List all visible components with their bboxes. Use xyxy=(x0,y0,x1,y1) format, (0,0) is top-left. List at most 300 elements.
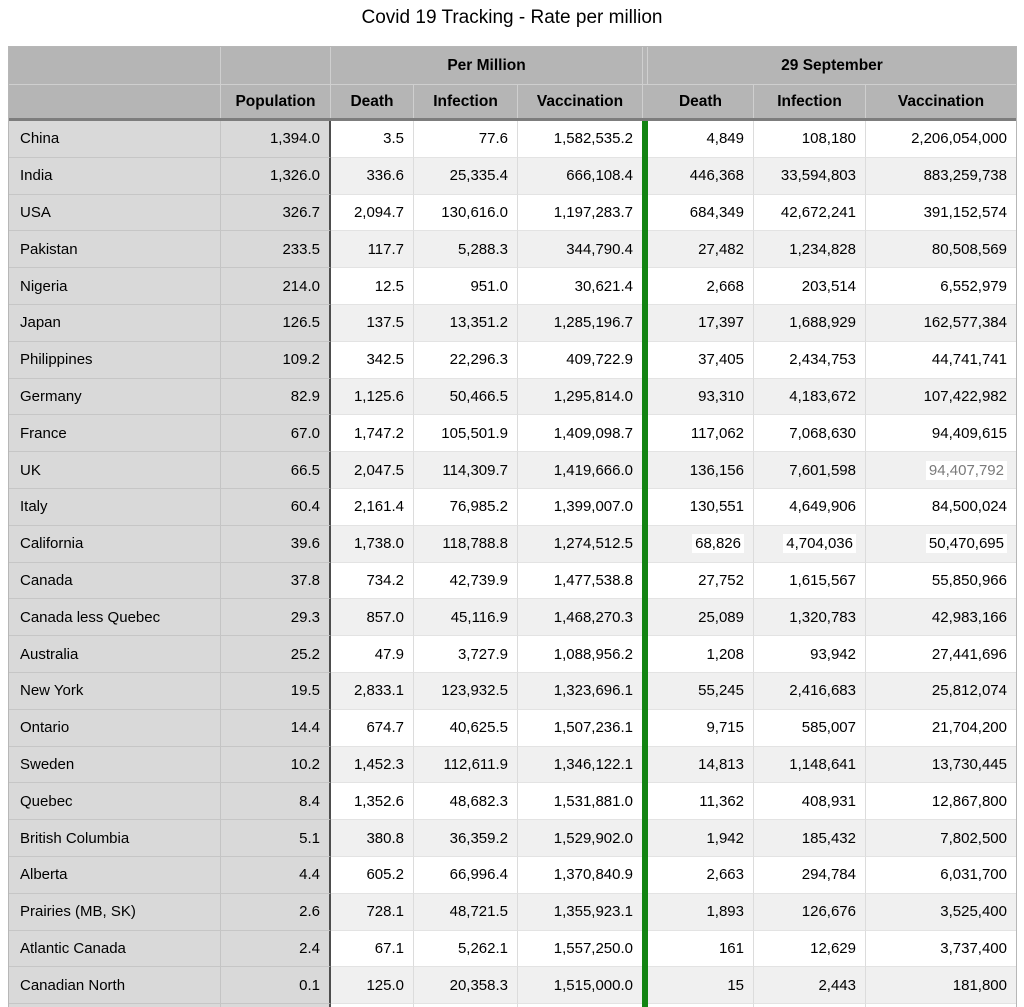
sep-vaccination-cell[interactable] xyxy=(866,415,1016,452)
sep-death-cell[interactable] xyxy=(648,489,754,526)
sep-vaccination-cell[interactable] xyxy=(866,526,1016,563)
pm-infection-cell[interactable] xyxy=(414,783,518,820)
sep-infection-cell[interactable] xyxy=(754,636,866,673)
header-sep-infection[interactable]: Infection xyxy=(754,85,866,118)
population-cell[interactable] xyxy=(221,231,331,268)
table-row xyxy=(9,931,1016,968)
cell-value: 4.4 xyxy=(299,866,320,884)
pm-infection-cell[interactable] xyxy=(414,599,518,636)
population-cell[interactable] xyxy=(221,268,331,305)
sep-death-cell[interactable] xyxy=(648,195,754,232)
sep-death-cell[interactable] xyxy=(648,710,754,747)
row-label-cell[interactable]: Philippines xyxy=(9,342,221,379)
cell-value: 1,477,538.8 xyxy=(553,571,633,589)
cell-value: 93,942 xyxy=(810,645,856,663)
pm-vaccination-cell[interactable] xyxy=(518,415,642,452)
sep-vaccination-cell[interactable] xyxy=(866,783,1016,820)
cell-value: 20,358.3 xyxy=(449,976,508,994)
population-cell[interactable] xyxy=(221,158,331,195)
pm-death-cell[interactable] xyxy=(331,931,414,968)
cell-value: 605.2 xyxy=(366,866,404,884)
table-row xyxy=(9,342,1016,379)
sep-vaccination-cell[interactable] xyxy=(866,636,1016,673)
pm-vaccination-cell[interactable] xyxy=(518,526,642,563)
pm-infection-cell[interactable] xyxy=(414,121,518,158)
pm-death-cell[interactable] xyxy=(331,489,414,526)
cell-value: 5,288.3 xyxy=(457,240,508,258)
cell-value: 162,577,384 xyxy=(923,314,1007,332)
pm-vaccination-cell[interactable] xyxy=(518,563,642,600)
population-cell[interactable] xyxy=(221,526,331,563)
header-row-label-column[interactable] xyxy=(9,85,221,118)
sep-vaccination-cell[interactable] xyxy=(866,231,1016,268)
sep-infection-cell[interactable] xyxy=(754,342,866,379)
population-cell[interactable] xyxy=(221,783,331,820)
header-pm-death[interactable]: Death xyxy=(331,85,414,118)
cell-value: 4,183,672 xyxy=(789,387,856,405)
cell-value: 9,715 xyxy=(706,719,744,737)
pm-vaccination-cell[interactable] xyxy=(518,268,642,305)
pm-death-cell[interactable] xyxy=(331,820,414,857)
pm-vaccination-cell[interactable] xyxy=(518,452,642,489)
pm-death-cell[interactable] xyxy=(331,342,414,379)
population-cell[interactable] xyxy=(221,747,331,784)
pm-vaccination-cell[interactable] xyxy=(518,636,642,673)
header-pm-vaccination[interactable]: Vaccination xyxy=(536,92,624,110)
sep-vaccination-cell[interactable] xyxy=(866,747,1016,784)
population-cell[interactable] xyxy=(221,489,331,526)
sep-infection-cell[interactable] xyxy=(754,894,866,931)
pm-death-cell[interactable] xyxy=(331,636,414,673)
sep-infection-cell[interactable] xyxy=(754,931,866,968)
cell-value: 42,672,241 xyxy=(780,203,856,221)
sep-infection-cell[interactable] xyxy=(754,710,866,747)
cell-value: 1,285,196.7 xyxy=(553,314,633,332)
cell-value: 13,730,445 xyxy=(931,755,1007,773)
sep-infection-cell[interactable] xyxy=(754,563,866,600)
sep-vaccination-cell[interactable] xyxy=(866,489,1016,526)
pm-infection-cell[interactable] xyxy=(414,158,518,195)
population-cell[interactable] xyxy=(221,820,331,857)
cell-value: 13,351.2 xyxy=(449,314,508,332)
pm-vaccination-cell[interactable] xyxy=(518,673,642,710)
pm-vaccination-cell[interactable] xyxy=(518,379,642,416)
sep-vaccination-cell[interactable] xyxy=(866,305,1016,342)
population-cell[interactable] xyxy=(221,121,331,158)
cell-value: 93,310 xyxy=(698,387,744,405)
table-body xyxy=(9,121,1016,1004)
table-row xyxy=(9,747,1016,784)
population-cell[interactable] xyxy=(221,342,331,379)
population-cell[interactable] xyxy=(221,710,331,747)
sep-death-cell[interactable] xyxy=(648,342,754,379)
pm-vaccination-cell[interactable] xyxy=(518,820,642,857)
pm-infection-cell[interactable] xyxy=(414,379,518,416)
pm-vaccination-cell[interactable] xyxy=(518,599,642,636)
pm-infection-cell[interactable] xyxy=(414,415,518,452)
pm-vaccination-cell[interactable] xyxy=(518,342,642,379)
sep-infection-cell[interactable] xyxy=(754,158,866,195)
cell-value: 5,262.1 xyxy=(457,939,508,957)
pm-vaccination-cell[interactable] xyxy=(518,489,642,526)
sep-death-cell[interactable] xyxy=(648,121,754,158)
cell-value: 2,416,683 xyxy=(789,682,856,700)
cell-value: 951.0 xyxy=(470,277,508,295)
pm-infection-cell[interactable] xyxy=(414,305,518,342)
pm-death-cell[interactable] xyxy=(331,379,414,416)
row-label-cell[interactable]: China xyxy=(9,121,221,158)
pm-infection-cell[interactable] xyxy=(414,489,518,526)
sep-infection-cell[interactable] xyxy=(754,526,866,563)
population-cell[interactable] xyxy=(221,636,331,673)
pm-infection-cell[interactable] xyxy=(414,452,518,489)
table-row xyxy=(9,563,1016,600)
pm-death-cell[interactable] xyxy=(331,415,414,452)
cell-value: 1,531,881.0 xyxy=(553,792,633,810)
population-cell[interactable] xyxy=(221,967,331,1004)
pm-infection-cell[interactable] xyxy=(414,268,518,305)
pm-vaccination-cell[interactable] xyxy=(518,158,642,195)
sep-death-cell[interactable] xyxy=(648,563,754,600)
sep-death-cell[interactable] xyxy=(648,415,754,452)
row-label-cell[interactable]: Canada xyxy=(9,563,221,600)
cell-value: 112,611.9 xyxy=(443,755,508,773)
cell-value: 25,089 xyxy=(698,608,744,626)
sep-death-cell[interactable] xyxy=(648,452,754,489)
pm-death-cell[interactable] xyxy=(331,599,414,636)
cell-value: 67.1 xyxy=(374,939,404,957)
cell-value: 22,296.3 xyxy=(449,351,508,369)
pm-death-cell[interactable] xyxy=(331,305,414,342)
sep-vaccination-cell[interactable] xyxy=(866,121,1016,158)
sep-infection-cell[interactable] xyxy=(754,747,866,784)
cell-value: 84,500,024 xyxy=(931,498,1007,516)
pm-death-cell[interactable] xyxy=(331,452,414,489)
pm-death-cell[interactable] xyxy=(331,894,414,931)
cell-value: 5.1 xyxy=(299,829,320,847)
pm-death-cell[interactable] xyxy=(331,231,414,268)
row-label-cell[interactable]: UK xyxy=(9,452,221,489)
sep-infection-cell[interactable] xyxy=(754,121,866,158)
cell-value: 857.0 xyxy=(366,608,404,626)
sep-death-cell[interactable] xyxy=(648,783,754,820)
cell-value: 1,747.2 xyxy=(353,424,404,442)
sep-vaccination-cell[interactable] xyxy=(866,195,1016,232)
sep-vaccination-cell[interactable] xyxy=(866,857,1016,894)
sep-death-cell[interactable] xyxy=(648,747,754,784)
pm-death-cell[interactable] xyxy=(331,783,414,820)
pm-infection-cell[interactable] xyxy=(414,526,518,563)
cell-value: 48,721.5 xyxy=(449,903,508,921)
pm-vaccination-cell[interactable] xyxy=(518,931,642,968)
sep-vaccination-cell[interactable] xyxy=(866,599,1016,636)
row-label-cell[interactable]: Nigeria xyxy=(9,268,221,305)
sep-infection-cell[interactable] xyxy=(754,452,866,489)
sep-death-cell[interactable] xyxy=(648,599,754,636)
cell-value: 118,788.8 xyxy=(442,535,508,553)
sep-vaccination-cell[interactable] xyxy=(866,379,1016,416)
cell-value: 30,621.4 xyxy=(574,277,633,295)
sep-vaccination-cell[interactable] xyxy=(866,268,1016,305)
pm-infection-cell[interactable] xyxy=(414,563,518,600)
row-label-cell[interactable]: Atlantic Canada xyxy=(9,931,221,968)
population-cell[interactable] xyxy=(221,305,331,342)
row-label-cell[interactable]: British Columbia xyxy=(9,820,221,857)
table-row xyxy=(9,415,1016,452)
cell-value: 27,441,696 xyxy=(931,645,1007,663)
cell-value: 7,601,598 xyxy=(789,461,856,479)
pm-infection-cell[interactable] xyxy=(414,967,518,1004)
header-pm-infection[interactable]: Infection xyxy=(414,85,518,118)
cell-value: 10.2 xyxy=(290,755,320,773)
pm-infection-cell[interactable] xyxy=(414,747,518,784)
sep-infection-cell[interactable] xyxy=(754,967,866,1004)
pm-death-cell[interactable] xyxy=(331,747,414,784)
cell-value: 42,983,166 xyxy=(931,608,1007,626)
pm-infection-cell[interactable] xyxy=(414,820,518,857)
population-cell[interactable] xyxy=(221,195,331,232)
cell-value: 47.9 xyxy=(374,645,404,663)
pm-death-cell[interactable] xyxy=(331,158,414,195)
row-label-cell[interactable]: Italy xyxy=(9,489,221,526)
cell-value: 684,349 xyxy=(689,203,744,221)
cell-value: 1,452.3 xyxy=(353,755,404,773)
row-label-cell[interactable]: USA xyxy=(9,195,221,232)
cell-value: 82.9 xyxy=(290,387,320,405)
cell-value: 1,409,098.7 xyxy=(553,424,633,442)
cell-value: 185,432 xyxy=(801,829,856,847)
pm-vaccination-cell[interactable] xyxy=(518,710,642,747)
pm-vaccination-cell[interactable] xyxy=(518,121,642,158)
pm-death-cell[interactable] xyxy=(331,526,414,563)
pm-vaccination-cell[interactable] xyxy=(518,967,642,1004)
sep-infection-cell[interactable] xyxy=(754,379,866,416)
pm-vaccination-cell[interactable] xyxy=(518,305,642,342)
sep-death-cell[interactable] xyxy=(648,526,754,563)
header-empty-name-cell[interactable] xyxy=(9,47,221,84)
sep-vaccination-cell[interactable] xyxy=(866,452,1016,489)
pm-infection-cell[interactable] xyxy=(414,710,518,747)
cell-value: 109.2 xyxy=(282,351,320,369)
pm-vaccination-cell[interactable] xyxy=(518,857,642,894)
pm-death-cell[interactable] xyxy=(331,268,414,305)
pm-infection-cell[interactable] xyxy=(414,231,518,268)
row-label-cell[interactable]: France xyxy=(9,415,221,452)
cell-value: 1,320,783 xyxy=(789,608,856,626)
cell-value: 60.4 xyxy=(290,498,320,516)
cell-value: 12,867,800 xyxy=(931,792,1007,810)
cell-value: 2,206,054,000 xyxy=(911,130,1007,148)
pm-death-cell[interactable] xyxy=(331,673,414,710)
sep-death-cell[interactable] xyxy=(648,894,754,931)
table-row xyxy=(9,379,1016,416)
sep-infection-cell[interactable] xyxy=(754,195,866,232)
population-cell[interactable] xyxy=(221,379,331,416)
pm-infection-cell[interactable] xyxy=(414,195,518,232)
pm-death-cell[interactable] xyxy=(331,967,414,1004)
cell-value: 1,323,696.1 xyxy=(553,682,633,700)
cell-value: 1,507,236.1 xyxy=(553,719,633,737)
cell-value: 203,514 xyxy=(801,277,856,295)
cell-value: 409,722.9 xyxy=(566,351,633,369)
table-row xyxy=(9,452,1016,489)
row-label-cell[interactable]: Pakistan xyxy=(9,231,221,268)
table-row xyxy=(9,673,1016,710)
sep-death-cell[interactable] xyxy=(648,931,754,968)
cell-value: 1,274,512.5 xyxy=(553,535,633,553)
sep-death-cell[interactable] xyxy=(648,967,754,1004)
sep-vaccination-cell[interactable] xyxy=(866,673,1016,710)
sep-infection-cell[interactable] xyxy=(754,489,866,526)
cell-value: 45,116.9 xyxy=(450,608,508,626)
row-label-cell[interactable]: New York xyxy=(9,673,221,710)
cell-value: 33,594,803 xyxy=(780,167,856,185)
cell-value: 1,355,923.1 xyxy=(553,903,633,921)
sep-vaccination-cell[interactable] xyxy=(866,710,1016,747)
pm-vaccination-cell[interactable] xyxy=(518,231,642,268)
pm-death-cell[interactable] xyxy=(331,857,414,894)
population-cell[interactable] xyxy=(221,857,331,894)
cell-value: 674.7 xyxy=(366,719,404,737)
population-cell[interactable] xyxy=(221,599,331,636)
sep-vaccination-cell[interactable] xyxy=(866,820,1016,857)
sep-death-cell[interactable] xyxy=(648,857,754,894)
cell-value: 1,557,250.0 xyxy=(553,939,633,957)
population-cell[interactable] xyxy=(221,673,331,710)
population-cell[interactable] xyxy=(221,563,331,600)
cell-value: 36,359.2 xyxy=(449,829,508,847)
table-row xyxy=(9,158,1016,195)
cell-value: 2,443 xyxy=(818,976,856,994)
cell-value: 37.8 xyxy=(290,571,320,589)
sep-vaccination-cell[interactable] xyxy=(866,894,1016,931)
pm-infection-cell[interactable] xyxy=(414,931,518,968)
sep-death-cell[interactable] xyxy=(648,268,754,305)
cell-value: 2,668 xyxy=(706,277,744,295)
cell-value: 136,156 xyxy=(689,461,744,479)
population-cell[interactable] xyxy=(221,415,331,452)
header-sep-death[interactable]: Death xyxy=(648,85,754,118)
sep-death-cell[interactable] xyxy=(648,673,754,710)
cell-value: 1,419,666.0 xyxy=(553,461,633,479)
sep-death-cell[interactable] xyxy=(648,158,754,195)
population-cell[interactable] xyxy=(221,452,331,489)
pm-death-cell[interactable] xyxy=(331,195,414,232)
cell-value: 326.7 xyxy=(282,203,320,221)
row-label-cell[interactable]: California xyxy=(9,526,221,563)
sep-infection-cell[interactable] xyxy=(754,599,866,636)
row-label-cell[interactable]: Alberta xyxy=(9,857,221,894)
pm-vaccination-cell[interactable] xyxy=(518,747,642,784)
header-empty-population-cell[interactable] xyxy=(221,47,331,84)
sep-infection-cell[interactable] xyxy=(754,783,866,820)
row-label-cell[interactable]: Ontario xyxy=(9,710,221,747)
cell-value: 7,068,630 xyxy=(789,424,856,442)
cell-value: 380.8 xyxy=(366,829,404,847)
cell-value: 67.0 xyxy=(290,424,320,442)
population-cell[interactable] xyxy=(221,894,331,931)
sep-death-cell[interactable] xyxy=(648,305,754,342)
row-label-cell[interactable]: India xyxy=(9,158,221,195)
cell-value: 76,985.2 xyxy=(449,498,508,516)
sep-death-cell[interactable] xyxy=(648,231,754,268)
sep-death-cell[interactable] xyxy=(648,820,754,857)
cell-value: 6,552,979 xyxy=(940,277,1007,295)
cell-value: 12.5 xyxy=(374,277,404,295)
sep-infection-cell[interactable] xyxy=(754,857,866,894)
pm-vaccination-cell[interactable] xyxy=(518,894,642,931)
sep-vaccination-cell[interactable] xyxy=(866,158,1016,195)
row-label-cell[interactable]: Germany xyxy=(9,379,221,416)
cell-value: 44,741,741 xyxy=(931,351,1007,369)
cell-value: 42,739.9 xyxy=(449,571,508,589)
header-group-per-million[interactable]: Per Million xyxy=(447,56,526,74)
header-label-row xyxy=(9,84,1016,121)
cell-value: 214.0 xyxy=(282,277,320,295)
cell-value: 3,525,400 xyxy=(940,903,1007,921)
sep-vaccination-cell[interactable] xyxy=(866,931,1016,968)
cell-value: 1,399,007.0 xyxy=(553,498,633,516)
header-group-29-september[interactable]: 29 September xyxy=(781,56,883,74)
sep-infection-cell[interactable] xyxy=(754,820,866,857)
sep-infection-cell[interactable] xyxy=(754,673,866,710)
row-label-cell[interactable]: Prairies (MB, SK) xyxy=(9,894,221,931)
cell-value: 3,737,400 xyxy=(940,939,1007,957)
cell-value: 14,813 xyxy=(698,755,744,773)
cell-value: 11,362 xyxy=(699,792,744,810)
pm-infection-cell[interactable] xyxy=(414,673,518,710)
sep-vaccination-cell[interactable] xyxy=(866,342,1016,379)
sep-death-cell[interactable] xyxy=(648,379,754,416)
sep-infection-cell[interactable] xyxy=(754,415,866,452)
population-cell[interactable] xyxy=(221,931,331,968)
table-row xyxy=(9,305,1016,342)
sep-death-cell[interactable] xyxy=(648,636,754,673)
table-row xyxy=(9,231,1016,268)
header-sep-vaccination[interactable]: Vaccination xyxy=(897,92,985,110)
cell-value: 1,234,828 xyxy=(789,240,856,258)
pm-infection-cell[interactable] xyxy=(414,894,518,931)
table-row xyxy=(9,268,1016,305)
cell-value: 137.5 xyxy=(366,314,404,332)
row-label-cell[interactable]: Japan xyxy=(9,305,221,342)
pm-vaccination-cell[interactable] xyxy=(518,195,642,232)
sep-infection-cell[interactable] xyxy=(754,305,866,342)
pm-infection-cell[interactable] xyxy=(414,636,518,673)
sep-infection-cell[interactable] xyxy=(754,231,866,268)
sep-vaccination-cell[interactable] xyxy=(866,967,1016,1004)
row-label-cell[interactable]: Canadian North xyxy=(9,967,221,1004)
cell-value: 1,346,122.1 xyxy=(553,755,633,773)
sep-vaccination-cell[interactable] xyxy=(866,563,1016,600)
pm-vaccination-cell[interactable] xyxy=(518,783,642,820)
row-label-cell[interactable]: Canada less Quebec xyxy=(9,599,221,636)
pm-infection-cell[interactable] xyxy=(414,857,518,894)
cell-value: 4,704,036 xyxy=(783,534,856,553)
cell-value: 94,407,792 xyxy=(926,461,1007,480)
cell-value: 114,309.7 xyxy=(442,461,508,479)
sep-infection-cell[interactable] xyxy=(754,268,866,305)
row-label-cell[interactable]: Quebec xyxy=(9,783,221,820)
row-label-cell[interactable]: Australia xyxy=(9,636,221,673)
header-population[interactable]: Population xyxy=(221,85,331,118)
pm-death-cell[interactable] xyxy=(331,710,414,747)
pm-death-cell[interactable] xyxy=(331,563,414,600)
page-title: Covid 19 Tracking - Rate per million xyxy=(361,7,663,28)
row-label-cell[interactable]: Sweden xyxy=(9,747,221,784)
pm-death-cell[interactable] xyxy=(331,121,414,158)
pm-infection-cell[interactable] xyxy=(414,342,518,379)
